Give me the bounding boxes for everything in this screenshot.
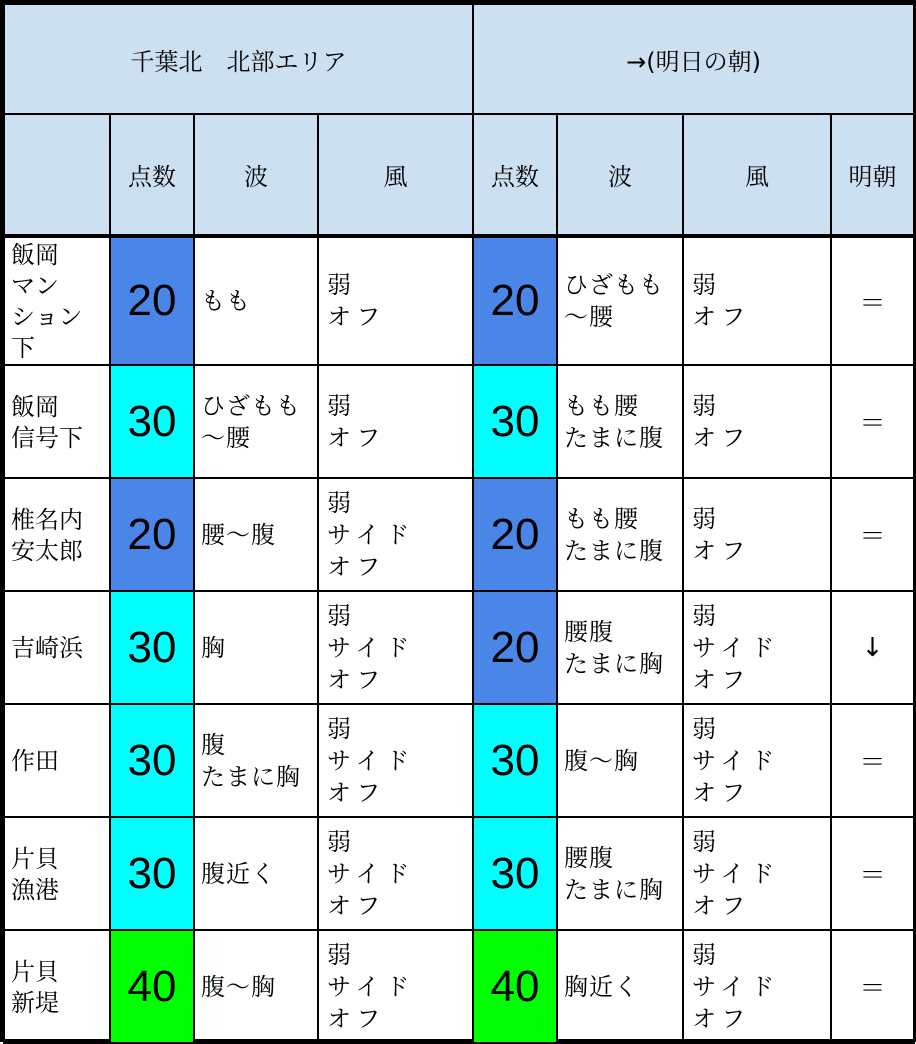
trend-cell: ＝ [831,236,914,365]
text-line: 腹〜胸 [201,972,276,1001]
next-wind-cell [683,930,831,1043]
spot-row [4,817,914,930]
trend-cell: ＝ [831,817,914,930]
location-cell [4,236,110,365]
text-line: ひざもも [201,391,301,420]
text-line: たまに腹 [564,536,664,565]
text-line: 弱 [692,601,722,630]
text-line: サイド [327,972,416,1001]
text-line: サイド [692,859,781,888]
points-cell: 40 [110,930,194,1043]
next-wave-cell [557,236,683,365]
text-line: 腹〜胸 [564,746,639,775]
trend-cell: ＝ [831,704,914,817]
text-line: 弱 [327,271,357,299]
text-line: 腹近く [201,859,276,888]
text-line: 腰腹 [564,617,614,646]
text-line: オフ [692,891,752,920]
points-cell: 30 [110,591,194,704]
text-line: サイド [327,746,416,775]
trend-cell: ＝ [831,365,914,478]
text-line: オフ [327,303,387,331]
text-line: 飯岡 [11,241,59,269]
text-line: 飯岡 [11,392,59,421]
trend-cell: ＝ [831,478,914,591]
text-line: サイド [692,633,781,662]
spot-row [4,930,914,1043]
text-line: サイド [327,859,416,888]
text-line: 弱 [692,271,722,299]
spot-row [4,704,914,817]
spot-row [4,365,914,478]
next-points-cell: 20 [473,236,557,365]
points-cell: 20 [110,236,194,365]
text-line: 胸近く [564,972,639,1001]
text-line: たまに胸 [564,875,664,904]
location-cell [4,817,110,930]
next-points-cell: 20 [473,591,557,704]
text-line: 漁港 [11,875,59,904]
text-line: 下 [11,334,35,362]
text-line: サイド [327,633,416,662]
text-line: もも腰 [564,391,639,420]
forecast-rows [4,236,914,1043]
wave-header: 波 [194,114,318,236]
text-line: 〜腰 [564,303,614,331]
wind-cell [318,236,473,365]
text-line: オフ [327,1004,387,1033]
next-wind-cell [683,365,831,478]
location-header [4,114,110,236]
text-line: オフ [327,423,387,452]
next-wave-cell [557,365,683,478]
next-wave-header: 波 [557,114,683,236]
text-line: 弱 [692,391,722,420]
location-cell [4,704,110,817]
next-points-cell: 30 [473,365,557,478]
next-wave-cell [557,704,683,817]
next-wave-cell [557,817,683,930]
next-wind-header: 風 [683,114,831,236]
text-line: サイド [692,972,781,1001]
text-line: 腰腹 [564,843,614,872]
text-line: 弱 [327,391,357,420]
text-line: オフ [692,423,752,452]
wave-cell [194,478,318,591]
points-cell: 30 [110,817,194,930]
surf-forecast-table [3,3,915,1044]
wind-cell [318,591,473,704]
text-line: 吉崎浜 [11,634,83,662]
wind-cell [318,365,473,478]
next-wave-cell [557,478,683,591]
text-line: 弱 [327,488,357,517]
text-line: マン [11,272,59,300]
next-wind-cell [683,236,831,365]
text-line: たまに胸 [564,649,664,678]
text-line: 弱 [692,827,722,856]
next-wind-cell [683,817,831,930]
text-line: オフ [692,778,752,807]
text-line: 安太郎 [11,536,83,565]
text-line: 片貝 [11,957,59,986]
header-row-columns [4,114,914,236]
next-wave-cell [557,930,683,1043]
text-line: たまに胸 [201,762,301,791]
wave-cell [194,817,318,930]
text-line: ひざもも [564,271,664,299]
text-line: 腰〜腹 [201,520,276,549]
trend-cell: ＝ [831,930,914,1043]
text-line: 弱 [692,714,722,743]
text-line: もも [201,287,251,315]
text-line: 弱 [327,827,357,856]
text-line: 弱 [327,714,357,743]
text-line: サイド [692,746,781,775]
text-line: ション [11,303,83,331]
location-cell [4,478,110,591]
text-line: 作田 [11,747,59,775]
text-line: もも腰 [564,504,639,533]
location-cell [4,365,110,478]
wind-cell [318,930,473,1043]
text-line: 弱 [692,504,722,533]
text-line: オフ [327,552,387,581]
next-morning-title: →(明日の朝) [473,4,914,114]
trend-cell: ↓ [831,591,914,704]
wind-cell [318,704,473,817]
next-wave-cell [557,591,683,704]
next-points-cell: 30 [473,817,557,930]
text-line: 弱 [692,940,722,969]
points-cell: 30 [110,365,194,478]
wave-cell [194,591,318,704]
text-line: 弱 [327,940,357,969]
text-line: オフ [327,891,387,920]
wave-cell [194,704,318,817]
text-line: サイド [327,520,416,549]
wind-cell [318,817,473,930]
points-cell: 30 [110,704,194,817]
spot-row [4,591,914,704]
points-cell: 20 [110,478,194,591]
location-cell [4,591,110,704]
wave-cell [194,365,318,478]
text-line: オフ [692,1004,752,1033]
next-points-cell: 20 [473,478,557,591]
next-wind-cell [683,478,831,591]
header-row-top [4,4,914,114]
text-line: 信号下 [11,423,83,452]
wind-header: 風 [318,114,473,236]
next-points-cell: 30 [473,704,557,817]
next-points-header: 点数 [473,114,557,236]
spot-row [4,236,914,365]
text-line: 椎名内 [11,505,83,534]
text-line: たまに腹 [564,423,664,452]
text-line: 胸 [201,633,226,662]
text-line: 腹 [201,730,226,759]
wave-cell [194,236,318,365]
next-points-cell: 40 [473,930,557,1043]
text-line: 新堤 [11,988,59,1017]
location-cell [4,930,110,1043]
wave-cell [194,930,318,1043]
spot-row [4,478,914,591]
text-line: 片貝 [11,844,59,873]
text-line: オフ [327,778,387,807]
text-line: 弱 [327,601,357,630]
next-wind-cell [683,591,831,704]
area-title: 千葉北 北部エリア [4,4,473,114]
next-wind-cell [683,704,831,817]
text-line: 〜腰 [201,423,251,452]
trend-header: 明朝 [831,114,914,236]
wind-cell [318,478,473,591]
points-header: 点数 [110,114,194,236]
text-line: オフ [327,665,387,694]
text-line: オフ [692,536,752,565]
text-line: オフ [692,303,752,331]
text-line: オフ [692,665,752,694]
